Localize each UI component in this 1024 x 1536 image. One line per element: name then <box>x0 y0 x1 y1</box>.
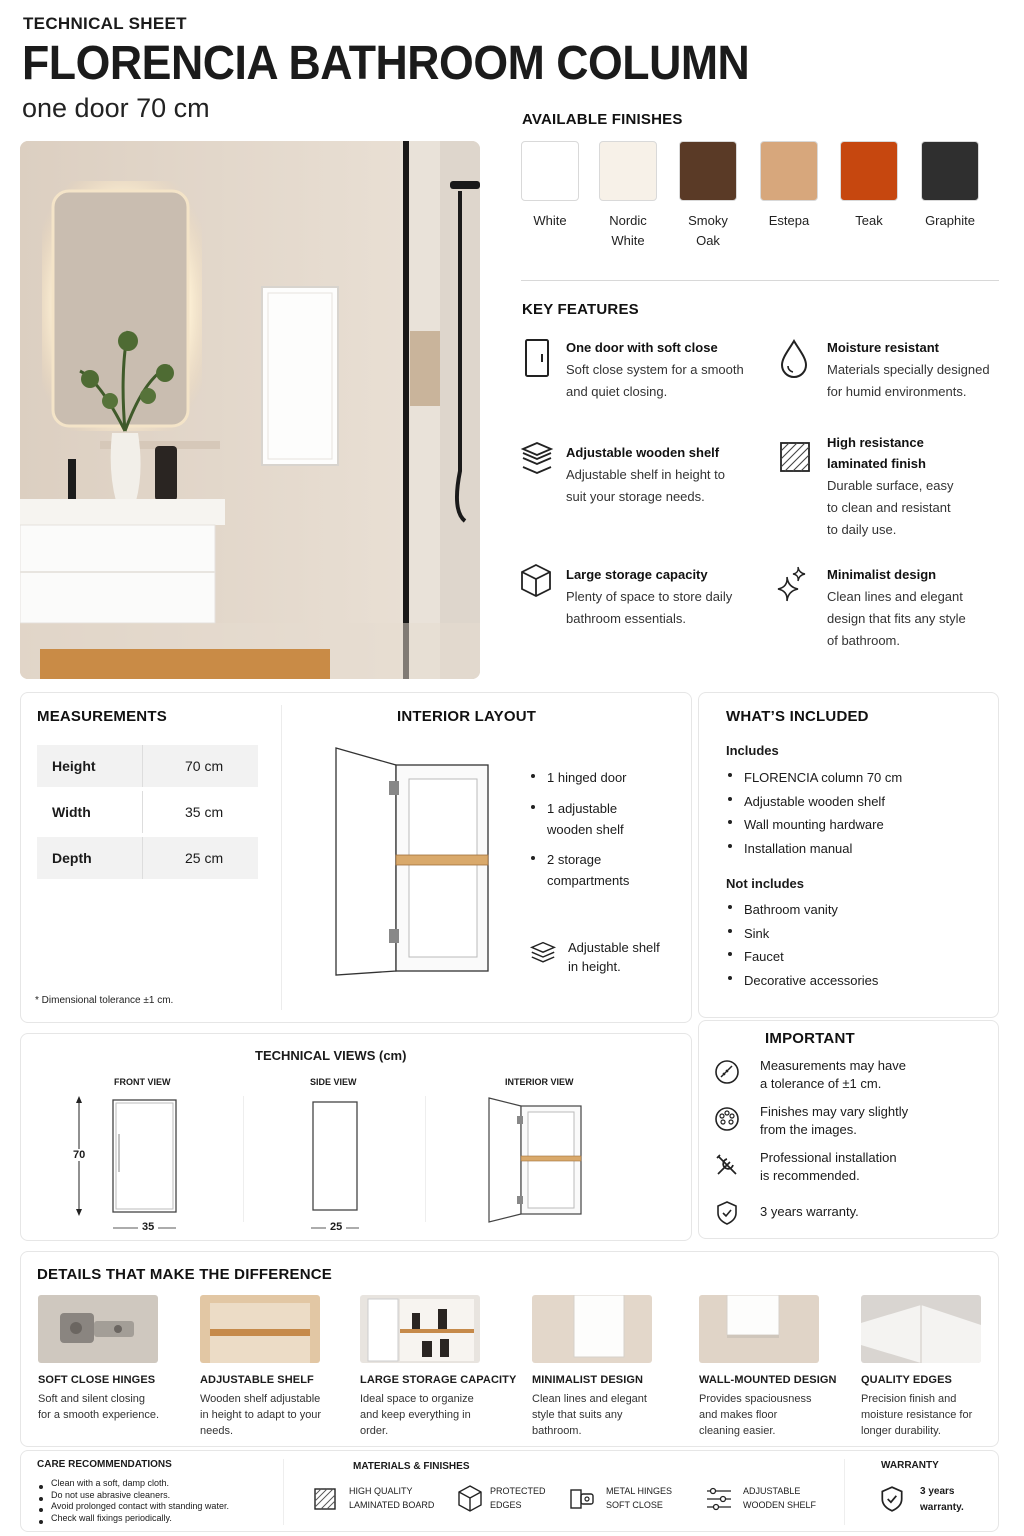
front-view-label: FRONT VIEW <box>114 1077 171 1087</box>
finish-swatch[interactable] <box>599 141 657 201</box>
material-label: SOFT CLOSE <box>606 1500 663 1510</box>
detail-text: moisture resistance for <box>861 1409 973 1421</box>
not-includes-item: Bathroom vanity <box>726 898 878 922</box>
measurement-row <box>37 745 258 787</box>
important-text: is recommended. <box>760 1168 860 1183</box>
finish-swatch[interactable] <box>840 141 898 201</box>
feature-text: Clean lines and elegant <box>827 589 963 604</box>
finishes-list <box>0 0 1024 260</box>
includes-item: Adjustable wooden shelf <box>726 790 902 814</box>
important-text: 3 years warranty. <box>760 1204 859 1219</box>
important-card <box>698 1020 999 1239</box>
side-view-drawing <box>301 1094 371 1239</box>
finish-swatch[interactable] <box>921 141 979 201</box>
cube-edges-icon <box>457 1484 483 1517</box>
detail-text: bathroom. <box>532 1425 582 1437</box>
includes-list <box>726 766 902 860</box>
interior-bullet: 1 adjustable wooden shelf <box>529 798 624 840</box>
hatched-square-icon <box>779 441 811 478</box>
included-card <box>698 692 999 1018</box>
finish-swatch[interactable] <box>760 141 818 201</box>
technical-title: TECHNICAL VIEWS (cm) <box>255 1048 407 1063</box>
care-item: Do not use abrasive cleaners. <box>37 1490 229 1502</box>
not-includes-list <box>726 898 878 992</box>
detail-text: Wooden shelf adjustable <box>200 1393 321 1405</box>
feature-item <box>778 336 998 416</box>
footer-card <box>20 1450 999 1532</box>
finish-label: Smoky <box>688 213 728 228</box>
important-text: Finishes may vary slightly <box>760 1104 909 1119</box>
footer-divider <box>283 1459 284 1525</box>
interior-bullet: 2 storage compartments <box>529 849 629 891</box>
feature-item <box>778 563 998 663</box>
sparkle-icon <box>774 565 808 610</box>
detail-text: Ideal space to organize <box>360 1393 474 1405</box>
feature-text: for humid environments. <box>827 384 967 399</box>
measurement-label: Width <box>52 804 91 820</box>
detail-text: style that suits any <box>532 1409 623 1421</box>
finish-swatch[interactable] <box>521 141 579 201</box>
important-text: Professional installation <box>760 1150 897 1165</box>
detail-text: longer durability. <box>861 1425 941 1437</box>
interior-bullet: 1 hinged door <box>529 767 627 788</box>
layers-icon <box>529 941 557 978</box>
feature-item <box>520 336 760 416</box>
detail-title: ADJUSTABLE SHELF <box>200 1374 314 1386</box>
feature-title: High resistance <box>827 435 924 450</box>
depth-dimension: 25 <box>326 1221 346 1233</box>
view-divider <box>425 1096 426 1222</box>
view-divider <box>243 1096 244 1222</box>
not-includes-item: Faucet <box>726 945 878 969</box>
detail-text: order. <box>360 1425 389 1437</box>
feature-text: design that fits any style <box>827 611 966 626</box>
material-label: LAMINATED BOARD <box>349 1500 435 1510</box>
important-text: a tolerance of ±1 cm. <box>760 1076 882 1091</box>
finish-label: White <box>611 233 645 248</box>
measurement-value: 35 cm <box>185 804 224 820</box>
finish-label: Oak <box>696 233 720 248</box>
care-title: CARE RECOMMENDATIONS <box>37 1459 172 1470</box>
laminate-icon <box>313 1487 337 1516</box>
not-includes-item: Decorative accessories <box>726 969 878 993</box>
interior-view-label: INTERIOR VIEW <box>505 1077 574 1087</box>
detail-title: QUALITY EDGES <box>861 1374 952 1386</box>
care-item: Check wall fixings periodically. <box>37 1513 229 1525</box>
care-list <box>37 1478 229 1524</box>
material-label: WOODEN SHELF <box>743 1500 817 1510</box>
feature-title: Minimalist design <box>827 567 937 582</box>
measurement-row <box>37 791 258 833</box>
feature-text: Durable surface, easy <box>827 478 954 493</box>
feature-text: suit your storage needs. <box>566 489 705 504</box>
important-text: from the images. <box>760 1122 857 1137</box>
droplet-icon <box>778 338 810 383</box>
card-divider <box>281 705 282 1010</box>
features-title: KEY FEATURES <box>522 301 639 318</box>
technical-card <box>20 1033 692 1241</box>
finish-label: Estepa <box>768 213 810 228</box>
care-item: Avoid prolonged contact with standing water. <box>37 1501 229 1513</box>
height-dimension: 70 <box>73 1149 86 1161</box>
side-view-label: SIDE VIEW <box>310 1077 357 1087</box>
measurements-card <box>20 692 692 1023</box>
interior-title: INTERIOR LAYOUT <box>397 708 537 725</box>
footer-divider <box>844 1459 845 1525</box>
divider <box>521 280 999 281</box>
details-title: DETAILS THAT MAKE THE DIFFERENCE <box>37 1266 333 1283</box>
detail-text: Provides spaciousness <box>699 1393 812 1405</box>
material-label: ADJUSTABLE <box>743 1486 801 1496</box>
care-item: Clean with a soft, damp cloth. <box>37 1478 229 1490</box>
materials-title: MATERIALS & FINISHES <box>353 1461 470 1472</box>
shelf-note: in height. <box>568 959 621 974</box>
feature-title: Adjustable wooden shelf <box>566 445 720 460</box>
tolerance-note: * Dimensional tolerance ±1 cm. <box>35 995 174 1006</box>
eyebrow: TECHNICAL SHEET <box>23 14 187 33</box>
feature-item <box>778 432 998 542</box>
feature-item <box>520 441 760 521</box>
shelf-note: Adjustable shelf <box>568 940 660 955</box>
includes-item: Installation manual <box>726 837 902 861</box>
warranty-title: WARRANTY <box>881 1460 939 1471</box>
measurements-title: MEASUREMENTS <box>37 708 167 725</box>
detail-text: and makes floor <box>699 1409 778 1421</box>
page-subtitle: one door 70 cm <box>22 93 210 123</box>
includes-label: Includes <box>726 743 779 758</box>
finish-label: Teak <box>855 213 883 228</box>
feature-text: to clean and resistant <box>827 500 951 515</box>
material-label: EDGES <box>490 1500 522 1510</box>
shield-check-icon <box>879 1485 905 1518</box>
cabinet-open-drawing <box>331 743 501 983</box>
detail-text: Soft and silent closing <box>38 1393 146 1405</box>
detail-title: LARGE STORAGE CAPACITY <box>360 1374 517 1386</box>
measurement-value: 25 cm <box>185 850 224 866</box>
not-includes-label: Not includes <box>726 876 805 891</box>
measurement-value: 70 cm <box>185 758 224 774</box>
detail-title: WALL-MOUNTED DESIGN <box>699 1374 837 1386</box>
detail-text: and keep everything in <box>360 1409 471 1421</box>
detail-text: cleaning easier. <box>699 1425 776 1437</box>
feature-title: Moisture resistant <box>827 340 939 355</box>
feature-text: to daily use. <box>827 522 897 537</box>
feature-title: laminated finish <box>827 456 926 471</box>
material-label: METAL HINGES <box>606 1486 673 1496</box>
detail-text: in height to adapt to your <box>200 1409 322 1421</box>
hinge-icon <box>569 1486 597 1517</box>
material-label: HIGH QUALITY <box>349 1486 413 1496</box>
finish-label: Nordic <box>609 213 647 228</box>
feature-title: Large storage capacity <box>566 567 708 582</box>
finishes-title: AVAILABLE FINISHES <box>522 111 683 128</box>
important-text: Measurements may have <box>760 1058 906 1073</box>
includes-item: FLORENCIA column 70 cm <box>726 766 902 790</box>
feature-item <box>520 563 760 643</box>
warranty-text: 3 years <box>920 1486 955 1497</box>
details-card <box>20 1251 999 1447</box>
finish-label: White <box>533 213 567 228</box>
finish-swatch[interactable] <box>679 141 737 201</box>
detail-text: for a smooth experience. <box>38 1409 160 1421</box>
detail-text: needs. <box>200 1425 234 1437</box>
detail-title: MINIMALIST DESIGN <box>532 1374 644 1386</box>
not-includes-item: Sink <box>726 922 878 946</box>
feature-text: of bathroom. <box>827 633 900 648</box>
feature-title: One door with soft close <box>566 340 718 355</box>
important-title: IMPORTANT <box>765 1030 855 1047</box>
feature-text: Plenty of space to store daily <box>566 589 733 604</box>
measurement-label: Depth <box>52 850 92 866</box>
width-dimension: 35 <box>138 1221 158 1233</box>
feature-text: Materials specially designed <box>827 362 990 377</box>
material-label: PROTECTED <box>490 1486 546 1496</box>
feature-text: and quiet closing. <box>566 384 668 399</box>
includes-item: Wall mounting hardware <box>726 813 902 837</box>
tools-icon <box>714 1152 740 1183</box>
box-icon <box>520 563 552 604</box>
door-icon <box>523 338 551 383</box>
finish-label: Graphite <box>925 213 975 228</box>
measurement-row <box>37 837 258 879</box>
warranty-text: warranty. <box>920 1502 964 1513</box>
sliders-icon <box>705 1487 733 1516</box>
feature-text: Adjustable shelf in height to <box>566 467 725 482</box>
feature-text: bathroom essentials. <box>566 611 686 626</box>
layers-icon <box>520 441 554 486</box>
measurement-label: Height <box>52 758 96 774</box>
page-title: FLORENCIA BATHROOM COLUMN <box>22 37 750 90</box>
ruler-icon <box>714 1059 740 1090</box>
interior-view-drawing <box>487 1096 587 1231</box>
detail-text: Precision finish and <box>861 1393 957 1405</box>
feature-text: Soft close system for a smooth <box>566 362 744 377</box>
detail-title: SOFT CLOSE HINGES <box>38 1374 156 1386</box>
palette-icon <box>714 1106 740 1137</box>
front-view-drawing <box>71 1094 191 1239</box>
included-title: WHAT’S INCLUDED <box>726 708 869 725</box>
detail-text: Clean lines and elegant <box>532 1393 647 1405</box>
shield-check-icon <box>715 1200 739 1231</box>
